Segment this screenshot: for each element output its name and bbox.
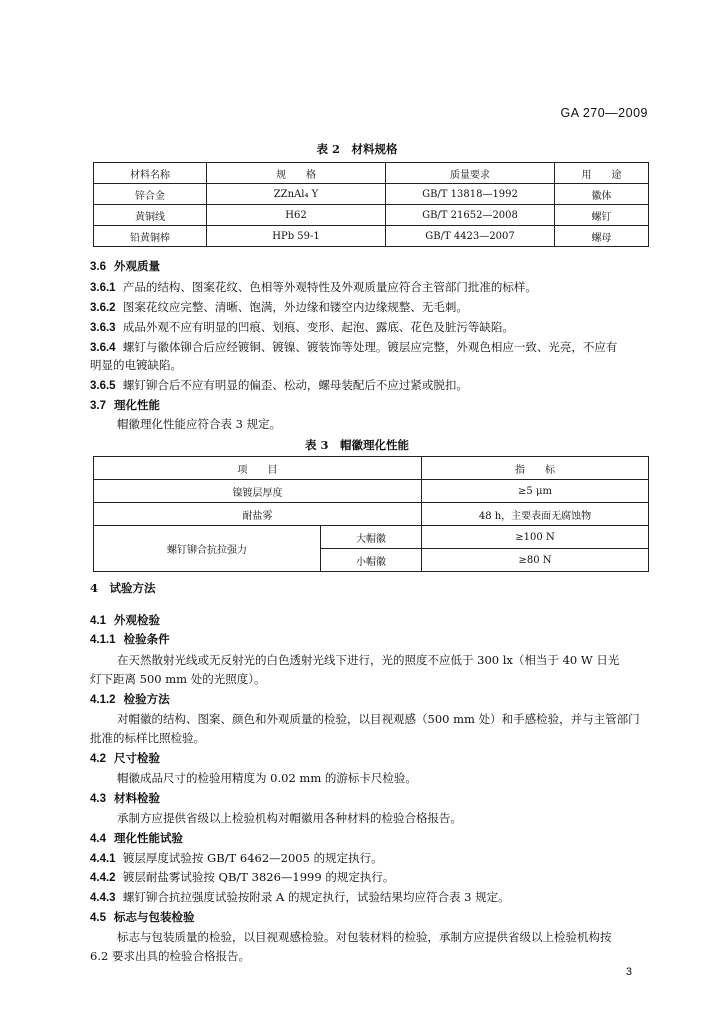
clause-3-6-5: 3.6.5 螺钉铆合后不应有明显的偏歪、松动，螺母装配后不应过紧或脱扣。 [90, 378, 468, 392]
table-header-cell: 项 目 [94, 457, 422, 480]
section-heading: 4.1 外观检验 [90, 613, 161, 627]
paragraph: 承制方应提供省级以上检验机构对帽徽用各种材料的检验合格报告。 [117, 811, 462, 825]
clause-4-4-2: 4.4.2 镀层耐盐雾试验按 QB/T 3826—1999 的规定执行。 [90, 870, 395, 884]
table3-physchem [93, 456, 649, 572]
section-heading: 3.6 外观质量 [90, 259, 161, 273]
table-header-cell: 材料名称 [94, 163, 207, 184]
table3-caption: 表 3 帽徽理化性能 [304, 438, 409, 452]
table-cell: 锌合金 [94, 184, 207, 205]
table-row [94, 184, 649, 205]
table2-material-spec [93, 162, 649, 247]
paragraph: 标志与包装质量的检验，以目视观感检验。对包装材料的检验，承制方应提供省级以上检验机构按 [117, 930, 612, 944]
table-cell: HPb 59-1 [207, 226, 386, 247]
table-cell: ZZnAl₄ Y [207, 184, 386, 205]
clause-4-4-1: 4.4.1 镀层厚度试验按 GB/T 6462—2005 的规定执行。 [90, 851, 383, 865]
paragraph: 帽徽成品尺寸的检验用精度为 0.02 mm 的游标卡尺检验。 [117, 771, 417, 785]
table-cell: ≥100 N [422, 526, 649, 549]
section-heading: 4.5 标志与包装检验 [90, 910, 195, 924]
paragraph: 灯下距离 500 mm 处的光照度）。 [90, 672, 266, 686]
table-header-row [94, 457, 649, 480]
table-cell: 螺钉铆合抗拉强力 [94, 526, 321, 572]
table-cell: 黄铜线 [94, 205, 207, 226]
table-cell: ≥5 μm [422, 480, 649, 503]
clause-3-6-4-cont: 明显的电镀缺陷。 [90, 358, 182, 372]
paragraph: 在天然散射光线或无反射光的白色透射光线下进行，光的照度不应低于 300 lx（相当于 40 W 日光 [117, 653, 620, 667]
section-heading: 4.3 材料检验 [90, 791, 161, 805]
clause-4-4-3: 4.4.3 螺钉铆合抗拉强度试验按附录 A 的规定执行，试验结果均应符合表 3 规定。 [90, 890, 510, 904]
table-header-cell: 用 途 [555, 163, 649, 184]
section-heading: 4.2 尺寸检验 [90, 751, 161, 765]
paragraph: 对帽徽的结构、图案、颜色和外观质量的检验，以目视观感（500 mm 处）和手感检验，并与主管部门 [117, 712, 640, 726]
section-4-heading: 4 试验方法 [90, 581, 156, 595]
table-cell: ≥80 N [422, 549, 649, 572]
clause-3-6-3: 3.6.3 成品外观不应有明显的凹痕、划痕、变形、起泡、露底、花色及脏污等缺陷。 [90, 320, 514, 334]
table-header-cell: 质量要求 [386, 163, 555, 184]
standard-code: GA 270—2009 [560, 106, 648, 120]
table-header-cell: 指 标 [422, 457, 649, 480]
paragraph: 6.2 要求出具的检验合格报告。 [90, 949, 250, 963]
section-heading: 4.1.1 检验条件 [90, 632, 170, 646]
table-cell: 镍镀层厚度 [94, 480, 422, 503]
table2-caption: 表 2 材料规格 [316, 142, 398, 156]
table-cell: 螺母 [555, 226, 649, 247]
table-cell: GB/T 4423—2007 [386, 226, 555, 247]
table-cell: 徽体 [555, 184, 649, 205]
table-cell: 小帽徽 [321, 549, 422, 572]
table-cell: 48 h，主要表面无腐蚀物 [422, 503, 649, 526]
clause-3-6-4: 3.6.4 螺钉与徽体铆合后应经镀铜、镀镍、镀装饰等处理。镀层应完整，外观色相应一致、光亮，不应有 [90, 340, 618, 354]
table-row [94, 526, 649, 549]
clause-3-6-1: 3.6.1 产品的结构、图案花纹、色相等外观特性及外观质量应符合主管部门批准的标样。 [90, 280, 537, 294]
paragraph: 批准的标样比照检验。 [90, 731, 205, 745]
page-number: 3 [625, 966, 632, 978]
section-3-7-text: 帽徽理化性能应符合表 3 规定。 [117, 417, 282, 431]
table-cell: 铅黄铜棒 [94, 226, 207, 247]
table-row [94, 503, 649, 526]
table-row [94, 480, 649, 503]
table-header-row [94, 163, 649, 184]
clause-3-6-2: 3.6.2 图案花纹应完整、清晰、饱满，外边缘和镂空内边缘规整、无毛刺。 [90, 300, 468, 314]
table-header-cell: 规 格 [207, 163, 386, 184]
section-heading: 4.4 理化性能试验 [90, 831, 184, 845]
table-cell: 耐盐雾 [94, 503, 422, 526]
section-heading: 4.1.2 检验方法 [90, 692, 170, 706]
table-cell: GB/T 13818—1992 [386, 184, 555, 205]
table-row [94, 226, 649, 247]
table-cell: GB/T 21652—2008 [386, 205, 555, 226]
table-cell: 螺钉 [555, 205, 649, 226]
table-cell: 大帽徽 [321, 526, 422, 549]
section-heading: 3.7 理化性能 [90, 398, 161, 412]
table-row [94, 205, 649, 226]
table-cell: H62 [207, 205, 386, 226]
